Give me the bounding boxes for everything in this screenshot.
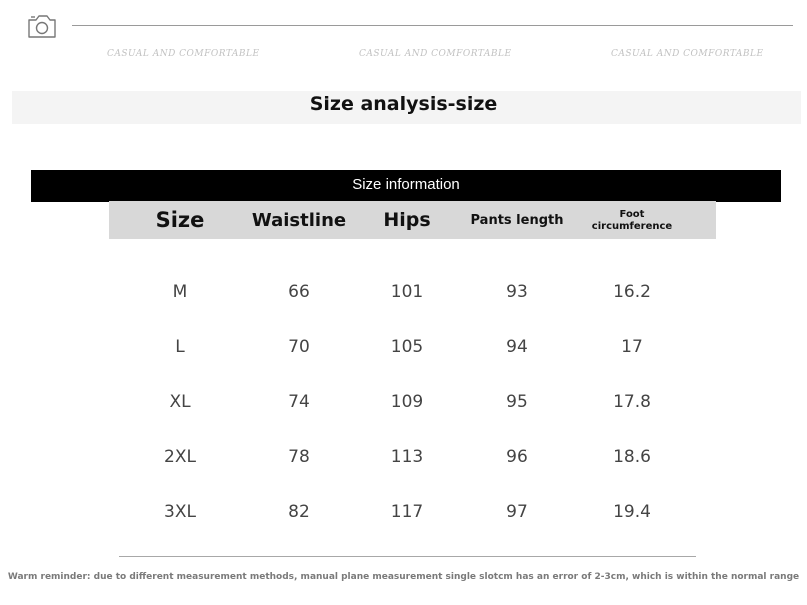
table-caption: Size information: [31, 170, 781, 202]
cell-waistline: 66: [288, 282, 310, 302]
cell-hips: 105: [390, 337, 424, 357]
top-divider: [72, 25, 793, 26]
table-header-row: [109, 201, 716, 239]
cell-waistline: 70: [288, 337, 310, 357]
cell-pants-length: 97: [506, 502, 528, 522]
table-row: [109, 332, 716, 362]
cell-waistline: 78: [288, 447, 310, 467]
cell-waistline: 74: [288, 392, 310, 412]
column-header-waistline: Waistline: [251, 209, 347, 231]
cell-foot-circumference: 19.4: [613, 502, 651, 522]
column-header-pants-length: Pants length: [470, 212, 564, 228]
table-row: [109, 497, 716, 527]
cell-size: 3XL: [164, 502, 196, 522]
column-header-foot-circumference: Foot circumference: [591, 209, 673, 232]
cell-size: XL: [169, 392, 191, 412]
cell-waistline: 82: [288, 502, 310, 522]
cell-pants-length: 96: [506, 447, 528, 467]
cell-pants-length: 94: [506, 337, 528, 357]
cell-foot-circumference: 17: [621, 337, 643, 357]
cell-foot-circumference: 18.6: [613, 447, 651, 467]
cell-foot-circumference: 16.2: [613, 282, 651, 302]
camera-icon: [26, 12, 58, 40]
cell-size: 2XL: [164, 447, 196, 467]
cell-pants-length: 95: [506, 392, 528, 412]
table-row: [109, 442, 716, 472]
table-row: [109, 277, 716, 307]
tagline: CASUAL AND COMFORTABLE: [611, 49, 764, 59]
cell-pants-length: 93: [506, 282, 528, 302]
measurement-reminder: Warm reminder: due to different measurement methods, manual plane measurement single slotcm has an error of 2-3cm, which is within the normal range: [7, 572, 800, 582]
cell-hips: 117: [390, 502, 424, 522]
cell-hips: 101: [390, 282, 424, 302]
cell-size: L: [175, 337, 185, 357]
cell-hips: 113: [390, 447, 424, 467]
cell-size: M: [172, 282, 188, 302]
cell-hips: 109: [390, 392, 424, 412]
tagline: CASUAL AND COMFORTABLE: [359, 49, 512, 59]
bottom-divider: [119, 556, 696, 557]
table-row: [109, 387, 716, 417]
page-title: Size analysis-size: [309, 93, 498, 115]
column-header-size: Size: [155, 208, 205, 232]
tagline: CASUAL AND COMFORTABLE: [107, 49, 260, 59]
column-header-hips: Hips: [383, 209, 431, 231]
cell-foot-circumference: 17.8: [613, 392, 651, 412]
